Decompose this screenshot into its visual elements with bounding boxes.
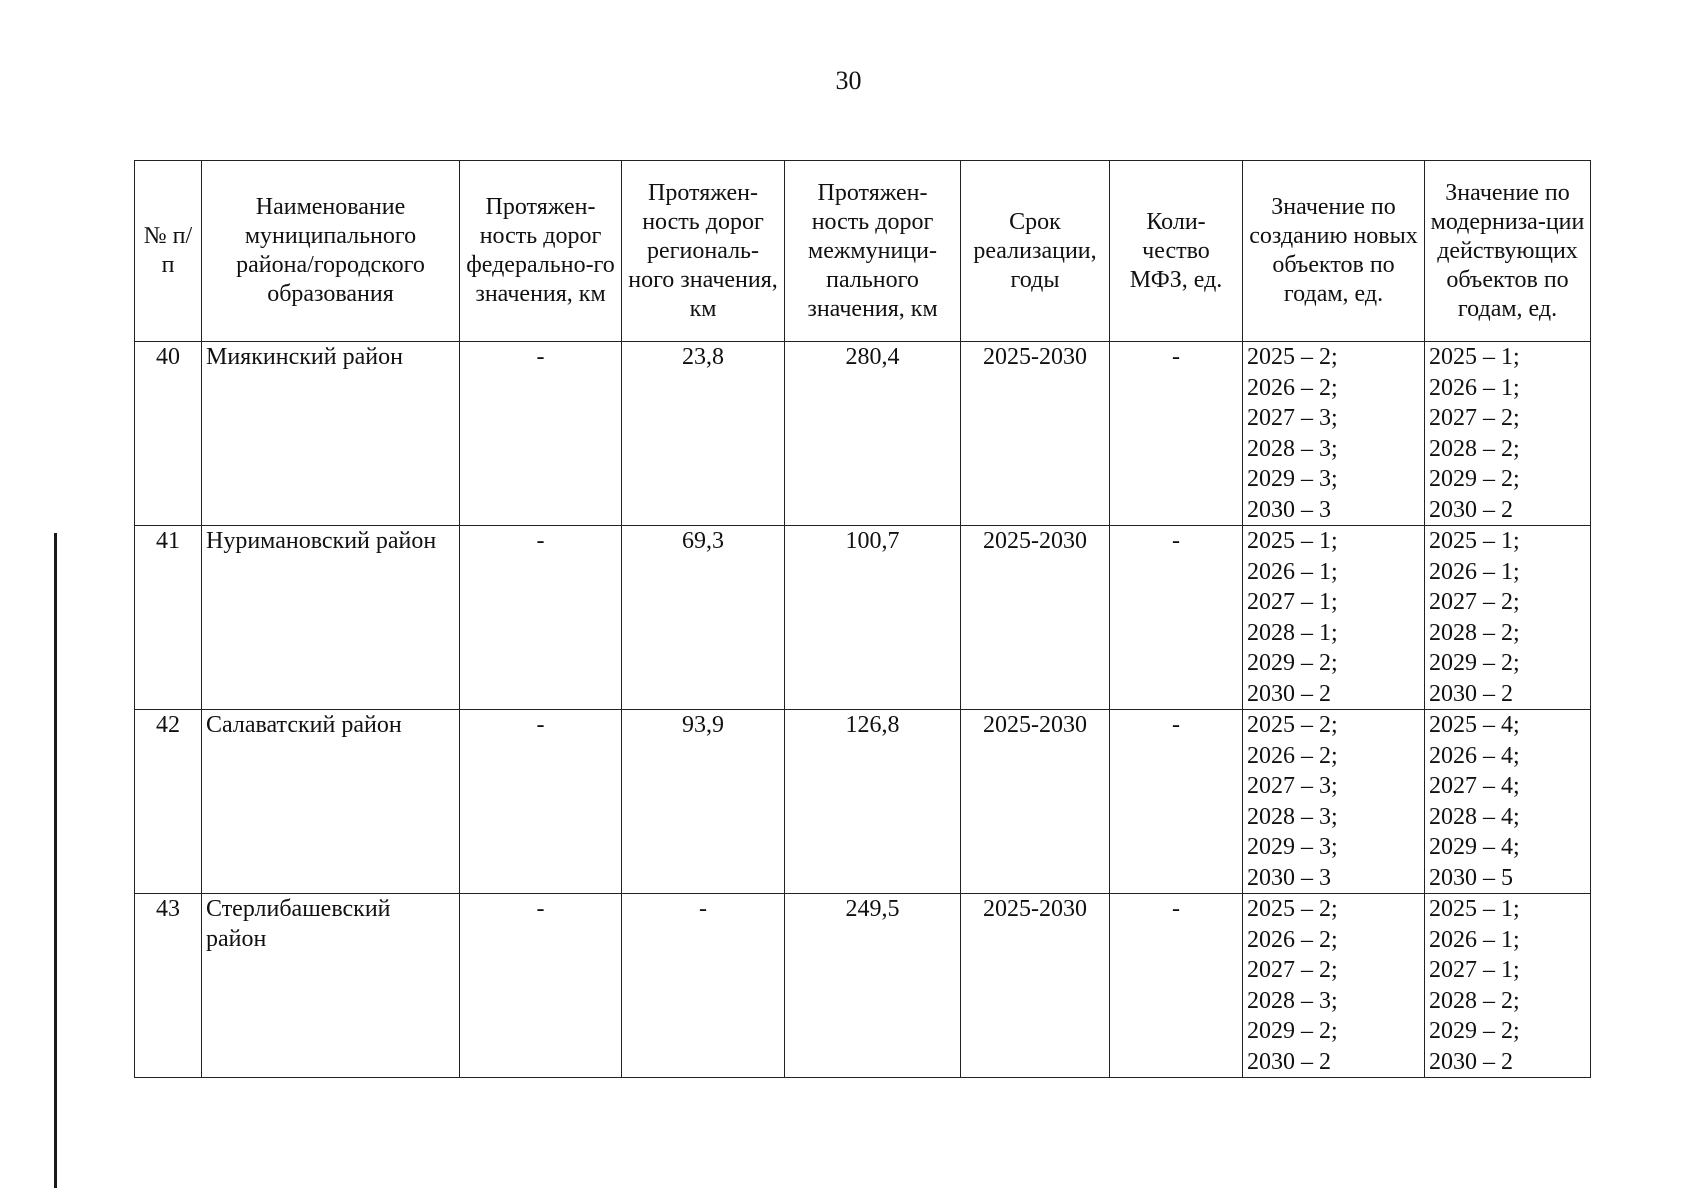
year-value: 2028 – 3; [1247, 803, 1338, 830]
year-value: 2025 – 4; [1429, 712, 1520, 738]
row-period: 2025-2030 [961, 342, 1110, 526]
year-value: 2027 – 2; [1429, 589, 1520, 615]
year-value: 2026 – 1; [1247, 558, 1338, 585]
year-value: 2025 – 2; [1247, 896, 1338, 922]
year-value: 2027 – 2; [1247, 957, 1338, 983]
year-value: 2028 – 2; [1429, 435, 1520, 462]
year-value: 2026 – 1; [1429, 926, 1520, 953]
year-value: 2025 – 2; [1247, 712, 1338, 738]
header-mfz-count: Коли-чество МФЗ, ед. [1110, 161, 1243, 342]
year-value: 2029 – 2; [1247, 650, 1338, 676]
row-num: 42 [135, 710, 202, 894]
year-value: 2028 – 4; [1429, 803, 1520, 830]
row-municipal: 280,4 [785, 342, 961, 526]
row-municipal: 249,5 [785, 894, 961, 1078]
row-period: 2025-2030 [961, 526, 1110, 710]
year-value: 2027 – 2; [1429, 405, 1520, 431]
row-regional: 69,3 [622, 526, 785, 710]
year-value: 2029 – 2; [1429, 466, 1520, 492]
year-value: 2027 – 4; [1429, 773, 1520, 799]
year-value: 2030 – 3 [1247, 864, 1331, 891]
year-value: 2029 – 2; [1247, 1018, 1338, 1044]
year-value: 2030 – 2 [1247, 1048, 1331, 1075]
year-value: 2030 – 2 [1429, 680, 1513, 707]
year-value: 2026 – 2; [1247, 742, 1338, 769]
row-new-objects [1243, 710, 1425, 894]
year-value: 2029 – 3; [1247, 834, 1338, 860]
row-name [202, 894, 460, 1078]
year-value: 2026 – 1; [1429, 374, 1520, 401]
header-name: Наименование муниципального района/городского образования [202, 161, 460, 342]
row-modernization [1425, 526, 1591, 710]
row-name [202, 342, 460, 526]
year-value: 2028 – 3; [1247, 987, 1338, 1014]
row-mfz-count: - [1110, 894, 1243, 1078]
row-mfz-count: - [1110, 342, 1243, 526]
row-federal: - [460, 710, 622, 894]
row-regional: 23,8 [622, 342, 785, 526]
year-value: 2030 – 2 [1247, 680, 1331, 707]
year-value: 2025 – 1; [1429, 528, 1520, 554]
year-value: 2025 – 1; [1429, 896, 1520, 922]
row-modernization [1425, 894, 1591, 1078]
table-row [135, 526, 1591, 710]
header-modernization: Значение по модерниза-ции действующих объектов по годам, ед. [1425, 161, 1591, 342]
table-row [135, 710, 1591, 894]
row-federal: - [460, 526, 622, 710]
header-new-objects: Значение по созданию новых объектов по годам, ед. [1243, 161, 1425, 342]
year-value: 2028 – 1; [1247, 619, 1338, 646]
year-value: 2029 – 2; [1429, 650, 1520, 676]
row-num: 41 [135, 526, 202, 710]
year-value: 2028 – 3; [1247, 435, 1338, 462]
road-objects-table [134, 160, 1591, 1078]
year-value: 2029 – 3; [1247, 466, 1338, 492]
row-mfz-count: - [1110, 526, 1243, 710]
row-name-text: Нуримановский район [206, 528, 437, 554]
year-value: 2029 – 2; [1429, 1018, 1520, 1044]
row-mfz-count: - [1110, 710, 1243, 894]
table-header-row [135, 161, 1591, 342]
year-value: 2026 – 2; [1247, 374, 1338, 401]
row-new-objects [1243, 526, 1425, 710]
row-name-text: Салаватский район [206, 712, 402, 738]
row-name [202, 526, 460, 710]
row-modernization [1425, 710, 1591, 894]
year-value: 2025 – 2; [1247, 344, 1338, 370]
row-municipal: 126,8 [785, 710, 961, 894]
year-value: 2027 – 3; [1247, 405, 1338, 431]
year-value: 2029 – 4; [1429, 834, 1520, 860]
year-value: 2026 – 4; [1429, 742, 1520, 769]
header-num: № п/п [135, 161, 202, 342]
year-value: 2027 – 3; [1247, 773, 1338, 799]
header-period: Срок реализации, годы [961, 161, 1110, 342]
table-body [135, 342, 1591, 1078]
year-value: 2027 – 1; [1429, 957, 1520, 983]
row-num: 43 [135, 894, 202, 1078]
row-municipal: 100,7 [785, 526, 961, 710]
row-name-text: Стерлибашевский район [206, 896, 391, 952]
scan-edge-line [54, 533, 57, 1188]
row-period: 2025-2030 [961, 894, 1110, 1078]
table-row [135, 342, 1591, 526]
year-value: 2028 – 2; [1429, 987, 1520, 1014]
row-new-objects [1243, 894, 1425, 1078]
row-new-objects [1243, 342, 1425, 526]
year-value: 2030 – 2 [1429, 496, 1513, 523]
page-number: 30 [835, 66, 862, 95]
row-federal: - [460, 342, 622, 526]
year-value: 2026 – 1; [1429, 558, 1520, 585]
header-federal-roads: Протяжен-ность дорог федерально-го значения, км [460, 161, 622, 342]
row-name-text: Миякинский район [206, 344, 403, 370]
row-regional: 93,9 [622, 710, 785, 894]
year-value: 2025 – 1; [1429, 344, 1520, 370]
header-municipal-roads: Протяжен-ность дорог межмуници-пального значения, км [785, 161, 961, 342]
year-value: 2027 – 1; [1247, 589, 1338, 615]
table-row [135, 894, 1591, 1078]
year-value: 2030 – 5 [1429, 864, 1513, 891]
row-num: 40 [135, 342, 202, 526]
year-value: 2030 – 3 [1247, 496, 1331, 523]
row-modernization [1425, 342, 1591, 526]
row-federal: - [460, 894, 622, 1078]
row-period: 2025-2030 [961, 710, 1110, 894]
row-name [202, 710, 460, 894]
year-value: 2030 – 2 [1429, 1048, 1513, 1075]
year-value: 2026 – 2; [1247, 926, 1338, 953]
year-value: 2028 – 2; [1429, 619, 1520, 646]
header-regional-roads: Протяжен-ность дорог региональ-ного значения, км [622, 161, 785, 342]
row-regional: - [622, 894, 785, 1078]
year-value: 2025 – 1; [1247, 528, 1338, 554]
